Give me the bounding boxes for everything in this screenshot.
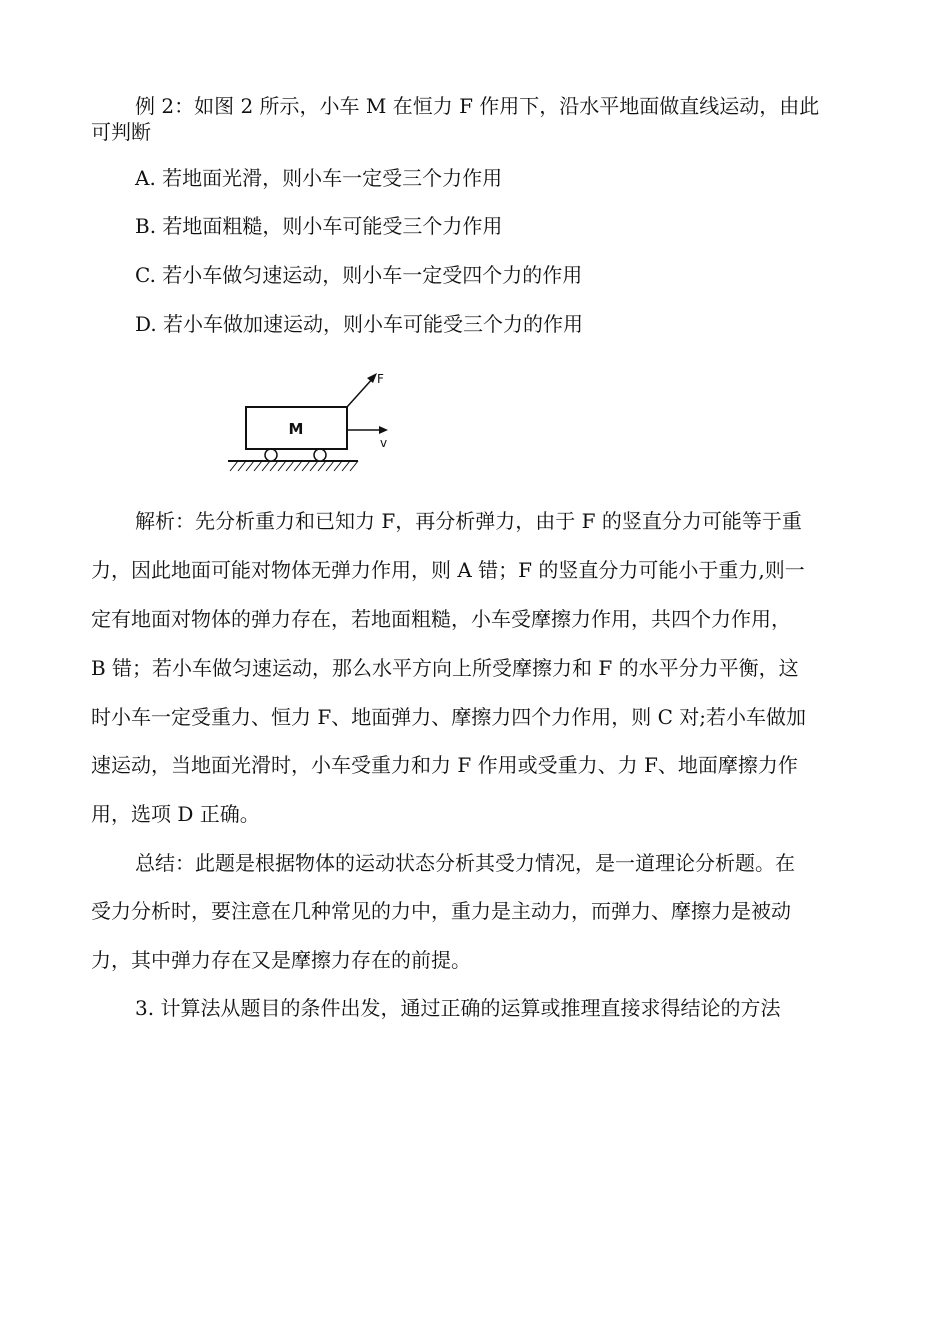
summary-line-2: 受力分析时，要注意在几种常见的力中，重力是主动力，而弹力、摩擦力是被动 [91,899,791,923]
mass-label: M [288,420,304,438]
example-line-1: 例 2：如图 2 所示，小车 M 在恒力 F 作用下，沿水平地面做直线运动，由此 [135,94,820,118]
force-label: F [377,372,384,386]
analysis-line-7: 用，选项 D 正确。 [91,802,260,826]
option-b: B. 若地面粗糙，则小车可能受三个力作用 [135,214,503,238]
analysis-line-6: 速运动，当地面光滑时，小车受重力和力 F 作用或受重力、力 F、地面摩擦力作 [91,753,798,777]
ground-hatching [230,461,358,471]
cart-figure [222,370,402,480]
option-a: A. 若地面光滑，则小车一定受三个力作用 [135,166,503,190]
section-heading: 3. 计算法从题目的条件出发，通过正确的运算或推理直接求得结论的方法 [135,996,781,1020]
cart-diagram [222,370,402,480]
analysis-line-3: 定有地面对物体的弹力存在，若地面粗糙，小车受摩擦力作用，共四个力作用， [91,607,791,631]
velocity-label: v [380,436,388,450]
example-line-2: 可判断 [91,120,151,144]
analysis-line-2: 力，因此地面可能对物体无弹力作用，则 A 错；F 的竖直分力可能小于重力,则一 [91,558,805,582]
right-wheel [314,449,326,461]
summary-line-3: 力，其中弹力存在又是摩擦力存在的前提。 [91,948,471,972]
analysis-line-1: 解析：先分析重力和已知力 F，再分析弹力，由于 F 的竖直分力可能等于重 [135,509,802,533]
analysis-line-4: B 错；若小车做匀速运动，那么水平方向上所受摩擦力和 F 的水平分力平衡，这 [91,656,799,680]
force-arrow-head [367,373,377,383]
force-arrow-shaft [347,377,374,407]
left-wheel [265,449,277,461]
velocity-arrow-head [379,426,388,434]
analysis-line-5: 时小车一定受重力、恒力 F、地面弹力、摩擦力四个力作用，则 C 对;若小车做加 [91,705,806,729]
option-d: D. 若小车做加速运动，则小车可能受三个力的作用 [135,312,584,336]
option-c: C. 若小车做匀速运动，则小车一定受四个力的作用 [135,263,583,287]
summary-line-1: 总结：此题是根据物体的运动状态分析其受力情况，是一道理论分析题。在 [135,851,795,875]
